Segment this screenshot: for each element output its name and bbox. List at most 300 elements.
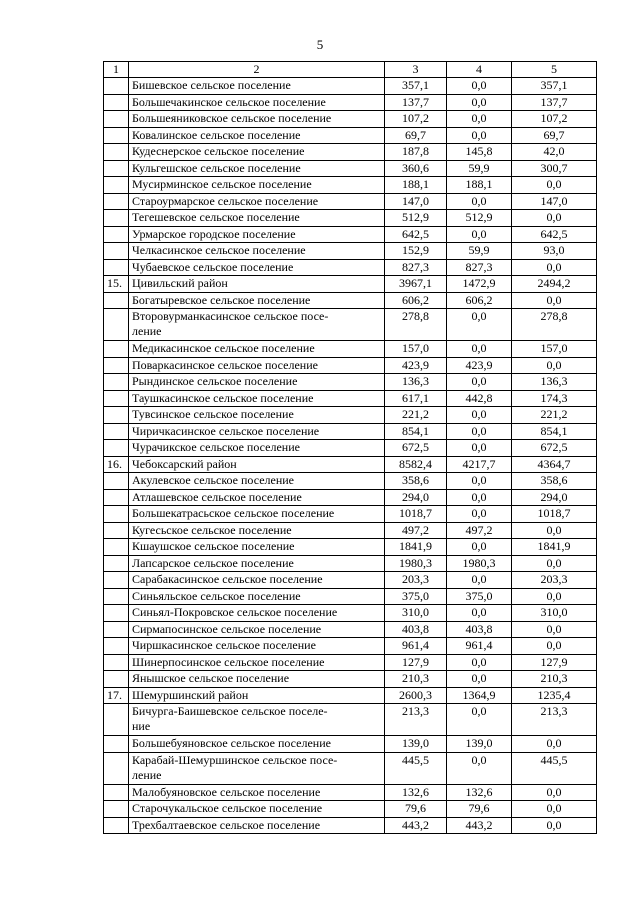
value-col-5: 0,0: [512, 817, 597, 834]
row-number: [104, 539, 129, 556]
settlement-name: [129, 621, 385, 638]
value-col-5: 0,0: [512, 801, 597, 818]
value-col-5: 69,7: [512, 127, 597, 144]
settlement-name: [129, 654, 385, 671]
row-number: [104, 489, 129, 506]
page-number: 5: [316, 37, 324, 52]
name-line-1: Чурачикское сельское поселение: [132, 440, 300, 454]
value-col-5: 210,3: [512, 671, 597, 688]
row-number: [104, 111, 129, 128]
settlement-name: [129, 489, 385, 506]
value-col-5: 93,0: [512, 243, 597, 260]
row-number: [104, 341, 129, 358]
settlement-row: [104, 605, 597, 622]
value-col-5: 445,5: [512, 752, 597, 784]
value-col-5: 0,0: [512, 177, 597, 194]
name-line-1: Лапсарское сельское поселение: [132, 555, 294, 570]
value-col-4: 0,0: [447, 572, 512, 589]
value-col-5: 2494,2: [512, 276, 597, 293]
settlement-name: [129, 638, 385, 655]
name-line-1: Старочукальское сельское поселение: [132, 801, 323, 815]
settlement-name: [129, 801, 385, 818]
value-col-3: 8582,4: [385, 456, 447, 473]
name-line-1: Янышское сельское поселение: [132, 671, 290, 685]
value-col-3: 403,8: [385, 621, 447, 638]
value-col-3: 188,1: [385, 177, 447, 194]
value-col-3: 310,0: [385, 605, 447, 622]
settlement-row: [104, 522, 597, 539]
value-col-4: 512,9: [447, 210, 512, 227]
table-body: [104, 62, 597, 834]
settlement-name: [129, 177, 385, 194]
value-col-3: 375,0: [385, 588, 447, 605]
value-col-5: 0,0: [512, 588, 597, 605]
settlement-row: [104, 292, 597, 309]
settlement-name: [129, 440, 385, 457]
settlement-name: [129, 374, 385, 391]
row-number: [104, 555, 129, 572]
value-col-3: 360,6: [385, 160, 447, 177]
value-col-3: 137,7: [385, 94, 447, 111]
name-line-1: Ковалинское сельское поселение: [132, 127, 301, 142]
row-number: [104, 473, 129, 490]
settlement-name: [129, 309, 385, 341]
header-col-2: 2: [129, 62, 385, 78]
value-col-4: 0,0: [447, 473, 512, 490]
name-line-1: Большебуяновское сельское поселение: [132, 736, 331, 750]
value-col-5: 300,7: [512, 160, 597, 177]
settlement-row: [104, 489, 597, 506]
settlement-row: [104, 193, 597, 210]
settlement-row: [104, 390, 597, 407]
value-col-4: 1980,3: [447, 555, 512, 572]
value-col-3: 827,3: [385, 259, 447, 276]
value-col-5: 0,0: [512, 736, 597, 753]
value-col-3: 358,6: [385, 473, 447, 490]
value-col-3: 136,3: [385, 374, 447, 391]
row-number: [104, 588, 129, 605]
settlement-name: [129, 752, 385, 784]
name-line-1: Чиричкасинское сельское поселение: [132, 423, 320, 438]
row-number: [104, 94, 129, 111]
value-col-4: 0,0: [447, 489, 512, 506]
settlement-name: [129, 522, 385, 539]
settlement-name: [129, 111, 385, 128]
value-col-3: 497,2: [385, 522, 447, 539]
settlement-name: [129, 160, 385, 177]
settlement-row: [104, 572, 597, 589]
value-col-5: 0,0: [512, 259, 597, 276]
row-number: [104, 177, 129, 194]
value-col-4: 188,1: [447, 177, 512, 194]
value-col-4: 375,0: [447, 588, 512, 605]
settlement-name: [129, 736, 385, 753]
value-col-4: 961,4: [447, 638, 512, 655]
header-col-5: 5: [512, 62, 597, 78]
row-number: 16.: [104, 456, 129, 473]
budget-table: [103, 61, 597, 834]
value-col-5: 174,3: [512, 390, 597, 407]
value-col-3: 3967,1: [385, 276, 447, 293]
name-line-1: Кшаушское сельское поселение: [132, 539, 295, 553]
table-header-row: [104, 62, 597, 78]
value-col-5: 0,0: [512, 292, 597, 309]
name-line-1: Медикасинское сельское поселение: [132, 341, 315, 355]
settlement-name: [129, 94, 385, 111]
row-number: [104, 654, 129, 671]
value-col-4: 0,0: [447, 654, 512, 671]
name-line-1: Кудеснерское сельское поселение: [132, 144, 305, 158]
settlement-row: [104, 671, 597, 688]
settlement-row: [104, 506, 597, 523]
value-col-4: 0,0: [447, 309, 512, 341]
name-line-1: Синьял-Покровское сельское поселение: [132, 605, 338, 619]
value-col-4: 4217,7: [447, 456, 512, 473]
settlement-name: [129, 226, 385, 243]
value-col-3: 147,0: [385, 193, 447, 210]
value-col-4: 0,0: [447, 127, 512, 144]
value-col-3: 152,9: [385, 243, 447, 260]
value-col-4: 827,3: [447, 259, 512, 276]
name-line-1: Сарабакасинское сельское поселение: [132, 572, 323, 586]
value-col-5: 0,0: [512, 210, 597, 227]
value-col-5: 357,1: [512, 78, 597, 95]
value-col-4: 0,0: [447, 506, 512, 523]
settlement-row: [104, 177, 597, 194]
settlement-name: [129, 390, 385, 407]
settlement-name: [129, 259, 385, 276]
settlement-row: [104, 407, 597, 424]
value-col-5: 310,0: [512, 605, 597, 622]
value-col-4: 0,0: [447, 78, 512, 95]
row-number: [104, 605, 129, 622]
value-col-3: 357,1: [385, 78, 447, 95]
value-col-4: 0,0: [447, 752, 512, 784]
value-col-3: 294,0: [385, 489, 447, 506]
settlement-row: [104, 752, 597, 784]
name-line-1: Карабай-Шемуршинское сельское посе-: [132, 752, 338, 767]
value-col-4: 0,0: [447, 605, 512, 622]
name-line-1: Тегешевское сельское поселение: [132, 210, 300, 224]
row-number: [104, 423, 129, 440]
row-number: [104, 243, 129, 260]
value-col-3: 79,6: [385, 801, 447, 818]
value-col-4: 0,0: [447, 226, 512, 243]
district-row: [104, 276, 597, 293]
value-col-5: 42,0: [512, 144, 597, 161]
name-line-1: Акулевское сельское поселение: [132, 473, 295, 487]
value-col-4: 79,6: [447, 801, 512, 818]
name-line-1: Большеяниковское сельское поселение: [132, 111, 332, 125]
row-number: [104, 390, 129, 407]
settlement-row: [104, 423, 597, 440]
value-col-4: 443,2: [447, 817, 512, 834]
name-line-1: Второвурманкасинское сельское посе-: [132, 309, 329, 323]
settlement-row: [104, 160, 597, 177]
value-col-4: 59,9: [447, 243, 512, 260]
settlement-row: [104, 210, 597, 227]
row-number: [104, 752, 129, 784]
header-col-1: 1: [104, 62, 129, 78]
settlement-name: [129, 243, 385, 260]
settlement-name: [129, 588, 385, 605]
value-col-3: 1841,9: [385, 539, 447, 556]
row-number: [104, 440, 129, 457]
name-line-1: Сирмапосинское сельское поселение: [132, 621, 322, 636]
value-col-5: 0,0: [512, 784, 597, 801]
value-col-4: 0,0: [447, 193, 512, 210]
value-col-4: 59,9: [447, 160, 512, 177]
row-number: [104, 638, 129, 655]
value-col-4: 497,2: [447, 522, 512, 539]
value-col-5: 294,0: [512, 489, 597, 506]
row-number: 15.: [104, 276, 129, 293]
value-col-3: 187,8: [385, 144, 447, 161]
settlement-row: [104, 226, 597, 243]
value-col-5: 127,9: [512, 654, 597, 671]
name-line-1: Цивильский район: [132, 276, 228, 290]
settlement-name: [129, 357, 385, 374]
value-col-5: 136,3: [512, 374, 597, 391]
name-line-1: Чебоксарский район: [132, 456, 237, 471]
name-line-1: Рындинское сельское поселение: [132, 374, 298, 388]
name-line-1: Большекатрасьское сельское поселение: [132, 506, 335, 520]
row-number: [104, 704, 129, 736]
value-col-4: 0,0: [447, 423, 512, 440]
value-col-3: 854,1: [385, 423, 447, 440]
settlement-name: [129, 473, 385, 490]
name-line-1: Бишевское сельское поселение: [132, 78, 291, 92]
settlement-row: [104, 555, 597, 572]
name-line-1: Кугесьское сельское поселение: [132, 522, 292, 537]
name-line-1: Поваркасинское сельское поселение: [132, 357, 318, 372]
header-col-3: 3: [385, 62, 447, 78]
name-line-1: Таушкасинское сельское поселение: [132, 390, 314, 405]
value-col-3: 423,9: [385, 357, 447, 374]
value-col-3: 139,0: [385, 736, 447, 753]
settlement-name: [129, 78, 385, 95]
value-col-3: 445,5: [385, 752, 447, 784]
settlement-row: [104, 309, 597, 341]
row-number: [104, 736, 129, 753]
value-col-5: 0,0: [512, 522, 597, 539]
name-line-1: Атлашевское сельское поселение: [132, 489, 302, 504]
value-col-4: 0,0: [447, 671, 512, 688]
row-number: [104, 407, 129, 424]
value-col-3: 672,5: [385, 440, 447, 457]
value-col-5: 4364,7: [512, 456, 597, 473]
value-col-5: 137,7: [512, 94, 597, 111]
value-col-3: 443,2: [385, 817, 447, 834]
value-col-3: 1018,7: [385, 506, 447, 523]
value-col-5: 0,0: [512, 621, 597, 638]
settlement-name: [129, 817, 385, 834]
row-number: [104, 506, 129, 523]
settlement-row: [104, 736, 597, 753]
settlement-row: [104, 357, 597, 374]
settlement-row: [104, 654, 597, 671]
name-line-2: ление: [132, 767, 162, 782]
settlement-row: [104, 539, 597, 556]
value-col-5: 1235,4: [512, 687, 597, 704]
value-col-5: 0,0: [512, 638, 597, 655]
value-col-3: 961,4: [385, 638, 447, 655]
row-number: [104, 309, 129, 341]
value-col-4: 1472,9: [447, 276, 512, 293]
settlement-name: [129, 456, 385, 473]
settlement-row: [104, 473, 597, 490]
name-line-2: ление: [132, 324, 162, 338]
settlement-row: [104, 341, 597, 358]
settlement-name: [129, 193, 385, 210]
name-line-1: Трехбалтаевское сельское поселение: [132, 817, 321, 832]
row-number: [104, 671, 129, 688]
settlement-row: [104, 784, 597, 801]
name-line-1: Шемуршинский район: [132, 687, 249, 702]
name-line-1: Чубаевское сельское поселение: [132, 259, 294, 274]
name-line-1: Бичурга-Баишевское сельское поселе-: [132, 704, 328, 718]
name-line-1: Мусирминское сельское поселение: [132, 177, 312, 191]
value-col-3: 203,3: [385, 572, 447, 589]
row-number: [104, 226, 129, 243]
settlement-row: [104, 374, 597, 391]
settlement-row: [104, 78, 597, 95]
settlement-name: [129, 506, 385, 523]
settlement-name: [129, 572, 385, 589]
value-col-5: 147,0: [512, 193, 597, 210]
value-col-3: 132,6: [385, 784, 447, 801]
settlement-name: [129, 341, 385, 358]
value-col-4: 139,0: [447, 736, 512, 753]
value-col-4: 132,6: [447, 784, 512, 801]
value-col-5: 221,2: [512, 407, 597, 424]
value-col-4: 0,0: [447, 374, 512, 391]
settlement-name: [129, 127, 385, 144]
value-col-4: 0,0: [447, 341, 512, 358]
value-col-4: 0,0: [447, 111, 512, 128]
value-col-5: 0,0: [512, 555, 597, 572]
settlement-row: [104, 111, 597, 128]
settlement-row: [104, 259, 597, 276]
settlement-name: [129, 555, 385, 572]
value-col-5: 358,6: [512, 473, 597, 490]
settlement-row: [104, 801, 597, 818]
settlement-row: [104, 621, 597, 638]
name-line-1: Богатыревское сельское поселение: [132, 292, 311, 307]
value-col-5: 1018,7: [512, 506, 597, 523]
settlement-name: [129, 784, 385, 801]
value-col-3: 127,9: [385, 654, 447, 671]
row-number: [104, 78, 129, 95]
value-col-4: 403,8: [447, 621, 512, 638]
value-col-3: 512,9: [385, 210, 447, 227]
settlement-row: [104, 127, 597, 144]
settlement-row: [104, 243, 597, 260]
district-row: [104, 687, 597, 704]
settlement-name: [129, 423, 385, 440]
value-col-3: 278,8: [385, 309, 447, 341]
settlement-name: [129, 539, 385, 556]
row-number: [104, 374, 129, 391]
row-number: [104, 259, 129, 276]
name-line-1: Чиршкасинское сельское поселение: [132, 638, 316, 652]
name-line-1: Шинерпосинское сельское поселение: [132, 654, 325, 669]
settlement-row: [104, 817, 597, 834]
value-col-3: 221,2: [385, 407, 447, 424]
settlement-name: [129, 687, 385, 704]
value-col-5: 1841,9: [512, 539, 597, 556]
settlement-name: [129, 144, 385, 161]
header-col-4: 4: [447, 62, 512, 78]
value-col-5: 203,3: [512, 572, 597, 589]
row-number: [104, 127, 129, 144]
row-number: [104, 292, 129, 309]
settlement-row: [104, 94, 597, 111]
value-col-5: 0,0: [512, 357, 597, 374]
settlement-name: [129, 671, 385, 688]
row-number: [104, 621, 129, 638]
value-col-4: 0,0: [447, 440, 512, 457]
value-col-3: 213,3: [385, 704, 447, 736]
settlement-name: [129, 210, 385, 227]
settlement-name: [129, 605, 385, 622]
row-number: [104, 572, 129, 589]
value-col-4: 606,2: [447, 292, 512, 309]
value-col-3: 642,5: [385, 226, 447, 243]
name-line-2: ние: [132, 719, 151, 733]
value-col-4: 0,0: [447, 407, 512, 424]
value-col-3: 107,2: [385, 111, 447, 128]
row-number: [104, 357, 129, 374]
district-row: [104, 456, 597, 473]
row-number: [104, 144, 129, 161]
settlement-name: [129, 407, 385, 424]
value-col-5: 107,2: [512, 111, 597, 128]
name-line-1: Синьяльское сельское поселение: [132, 588, 301, 603]
value-col-4: 145,8: [447, 144, 512, 161]
settlement-row: [104, 440, 597, 457]
settlement-name: [129, 276, 385, 293]
value-col-3: 617,1: [385, 390, 447, 407]
value-col-3: 157,0: [385, 341, 447, 358]
name-line-1: Большечакинское сельское поселение: [132, 94, 326, 109]
name-line-1: Староурмарское сельское поселение: [132, 193, 319, 208]
name-line-1: Челкасинское сельское поселение: [132, 243, 306, 257]
name-line-1: Урмарское городское поселение: [132, 226, 296, 241]
value-col-5: 854,1: [512, 423, 597, 440]
name-line-1: Малобуяновское сельское поселение: [132, 784, 321, 799]
value-col-4: 0,0: [447, 539, 512, 556]
name-line-1: Тувсинское сельское поселение: [132, 407, 294, 421]
value-col-5: 157,0: [512, 341, 597, 358]
value-col-4: 442,8: [447, 390, 512, 407]
settlement-row: [104, 144, 597, 161]
value-col-5: 278,8: [512, 309, 597, 341]
value-col-3: 69,7: [385, 127, 447, 144]
row-number: [104, 784, 129, 801]
row-number: [104, 193, 129, 210]
value-col-5: 213,3: [512, 704, 597, 736]
settlement-row: [104, 704, 597, 736]
value-col-4: 0,0: [447, 94, 512, 111]
row-number: [104, 801, 129, 818]
value-col-4: 0,0: [447, 704, 512, 736]
value-col-5: 642,5: [512, 226, 597, 243]
value-col-4: 423,9: [447, 357, 512, 374]
value-col-5: 672,5: [512, 440, 597, 457]
value-col-3: 1980,3: [385, 555, 447, 572]
row-number: 17.: [104, 687, 129, 704]
